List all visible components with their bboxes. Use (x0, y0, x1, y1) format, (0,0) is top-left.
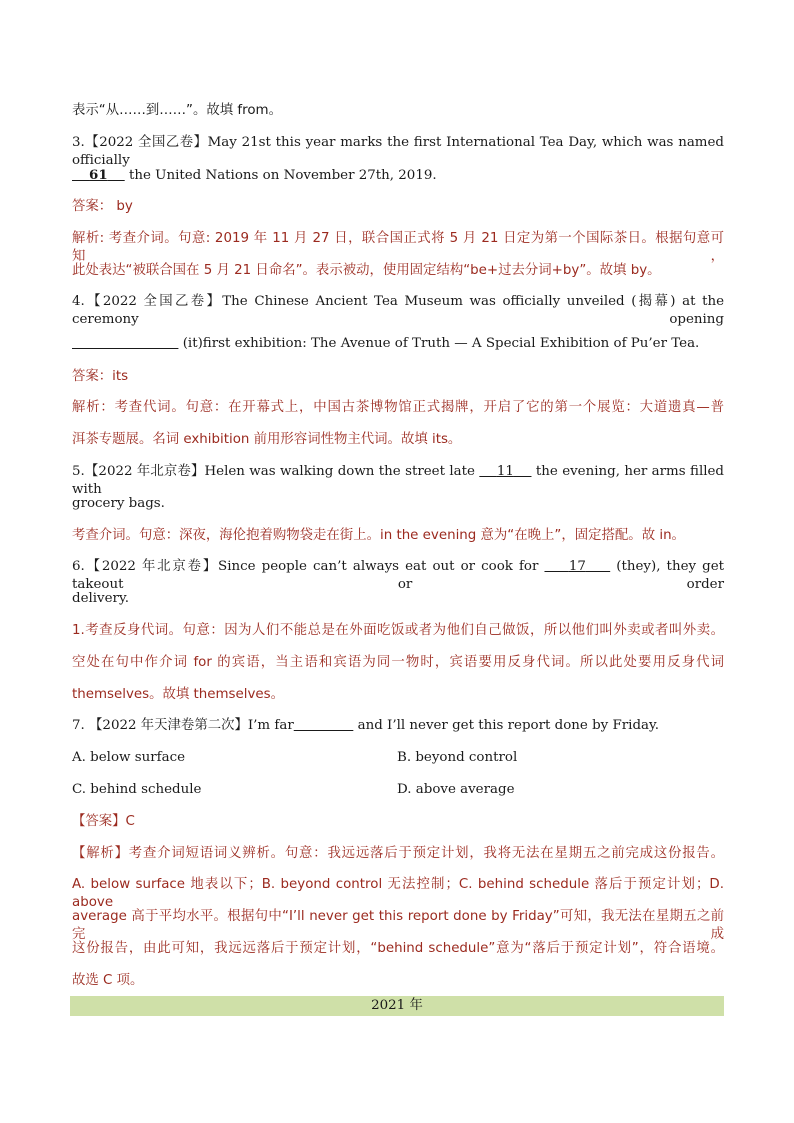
answer-blank[interactable]: 61 (89, 167, 108, 183)
question-4-stem-cont (72, 335, 724, 353)
question-3-stem: 3.【2022 全国乙卷】May 21st this year marks the first International Tea Day, which was named officially (72, 135, 724, 168)
explanation-line: 解析: 考查介词。句意: 2019 年 11 月 27 日，联合国正式将 5 月 21 日定为第一个国际茶日。根据句意可知， (72, 231, 724, 264)
question-6-stem (72, 558, 724, 594)
option-b[interactable]: B. beyond control (397, 750, 518, 765)
explanation-line: 考查介词。句意：深夜，海伦抱着购物袋走在街上。in the evening 意为“在晚上”，固定搭配。故 in。 (72, 528, 685, 543)
option-d[interactable]: D. above average (397, 782, 515, 797)
explanation-line: 【解析】考查介词短语词义辨析。句意：我远远落后于预定计划，我将无法在星期五之前完成这份报告。 (72, 846, 724, 861)
stem-text: (it)first exhibition: The Avenue of Truth — A Special Exhibition of Pu’er Tea. (182, 336, 700, 351)
question-4-stem: 4.【2022 全国乙卷】The Chinese Ancient Tea Museum was officially unveiled (揭幕) at the ceremony opening (72, 294, 724, 327)
explanation-line: themselves。故填 themselves。 (72, 687, 285, 702)
answer-blank[interactable]: 17 (568, 559, 586, 574)
explanation-line: 故选 C 项。 (72, 973, 144, 988)
answer-blank[interactable]: 11 (496, 464, 514, 479)
answer-blank[interactable] (294, 718, 354, 733)
option-a[interactable]: A. below surface (72, 750, 186, 765)
explanation-line: 空处在句中作介词 for 的宾语，当主语和宾语为同一物时，宾语要用反身代词。所以此处要用反身代词 (72, 655, 724, 670)
explanation-line: 此处表达“被联合国在 5 月 21 日命名”。表示被动，使用固定结构“be+过去分词+by”。故填 by。 (72, 263, 661, 278)
stem-text: and I’ll never get this report done by Friday. (357, 718, 660, 733)
question-5-stem-cont: grocery bags. (72, 496, 165, 511)
answer-line: 答案：its (72, 369, 129, 384)
stem-text: 5.【2022 年北京卷】Helen was walking down the street late (72, 464, 475, 479)
explanation-line: average 高于平均水平。根据句中“I’ll never get this report done by Friday”可知，我无法在星期五之前完成 (72, 909, 724, 942)
stem-text: the evening, her arms filled with (72, 464, 725, 497)
question-6-stem-cont: delivery. (72, 591, 129, 606)
year-section-header: 2021 年 (70, 996, 724, 1016)
stem-text: 6.【2022 年北京卷】Since people can’t always eat out or cook for (72, 559, 539, 574)
explanation-line: 1.考查反身代词。句意：因为人们不能总是在外面吃饭或者为他们自己做饭，所以他们叫外卖或者叫外卖。 (72, 623, 724, 638)
explanation-line: 洱茶专题展。名词 exhibition 前用形容词性物主代词。故填 its。 (72, 432, 462, 447)
question-3-stem-cont (72, 166, 724, 185)
answer-line: 【答案】C (72, 814, 135, 829)
stem-text: 7. 【2022 年天津卷第二次】I’m far (72, 718, 294, 733)
explanation-line: A. below surface 地表以下；B. beyond control 无法控制；C. behind schedule 落后于预定计划；D. above (72, 877, 724, 910)
stem-text: the United Nations on November 27th, 2019. (128, 168, 437, 183)
option-c[interactable]: C. behind schedule (72, 782, 202, 797)
question-5-stem (72, 463, 724, 499)
explanation-line: 解析：考查代词。句意：在开幕式上，中国古茶博物馆正式揭牌，开启了它的第一个展览：大道遗真—普 (72, 400, 724, 415)
explanation-line: 这份报告，由此可知，我远远落后于预定计划，“behind schedule”意为“落后于预定计划”，符合语境。 (72, 941, 724, 956)
answer-blank[interactable] (72, 336, 178, 351)
stem-text: (they), they get takeout or order (72, 559, 725, 592)
question-7-stem (72, 717, 724, 735)
answer-line: 答案： by (72, 199, 133, 214)
text-line: 表示“从……到……”。故填 from。 (72, 103, 282, 118)
